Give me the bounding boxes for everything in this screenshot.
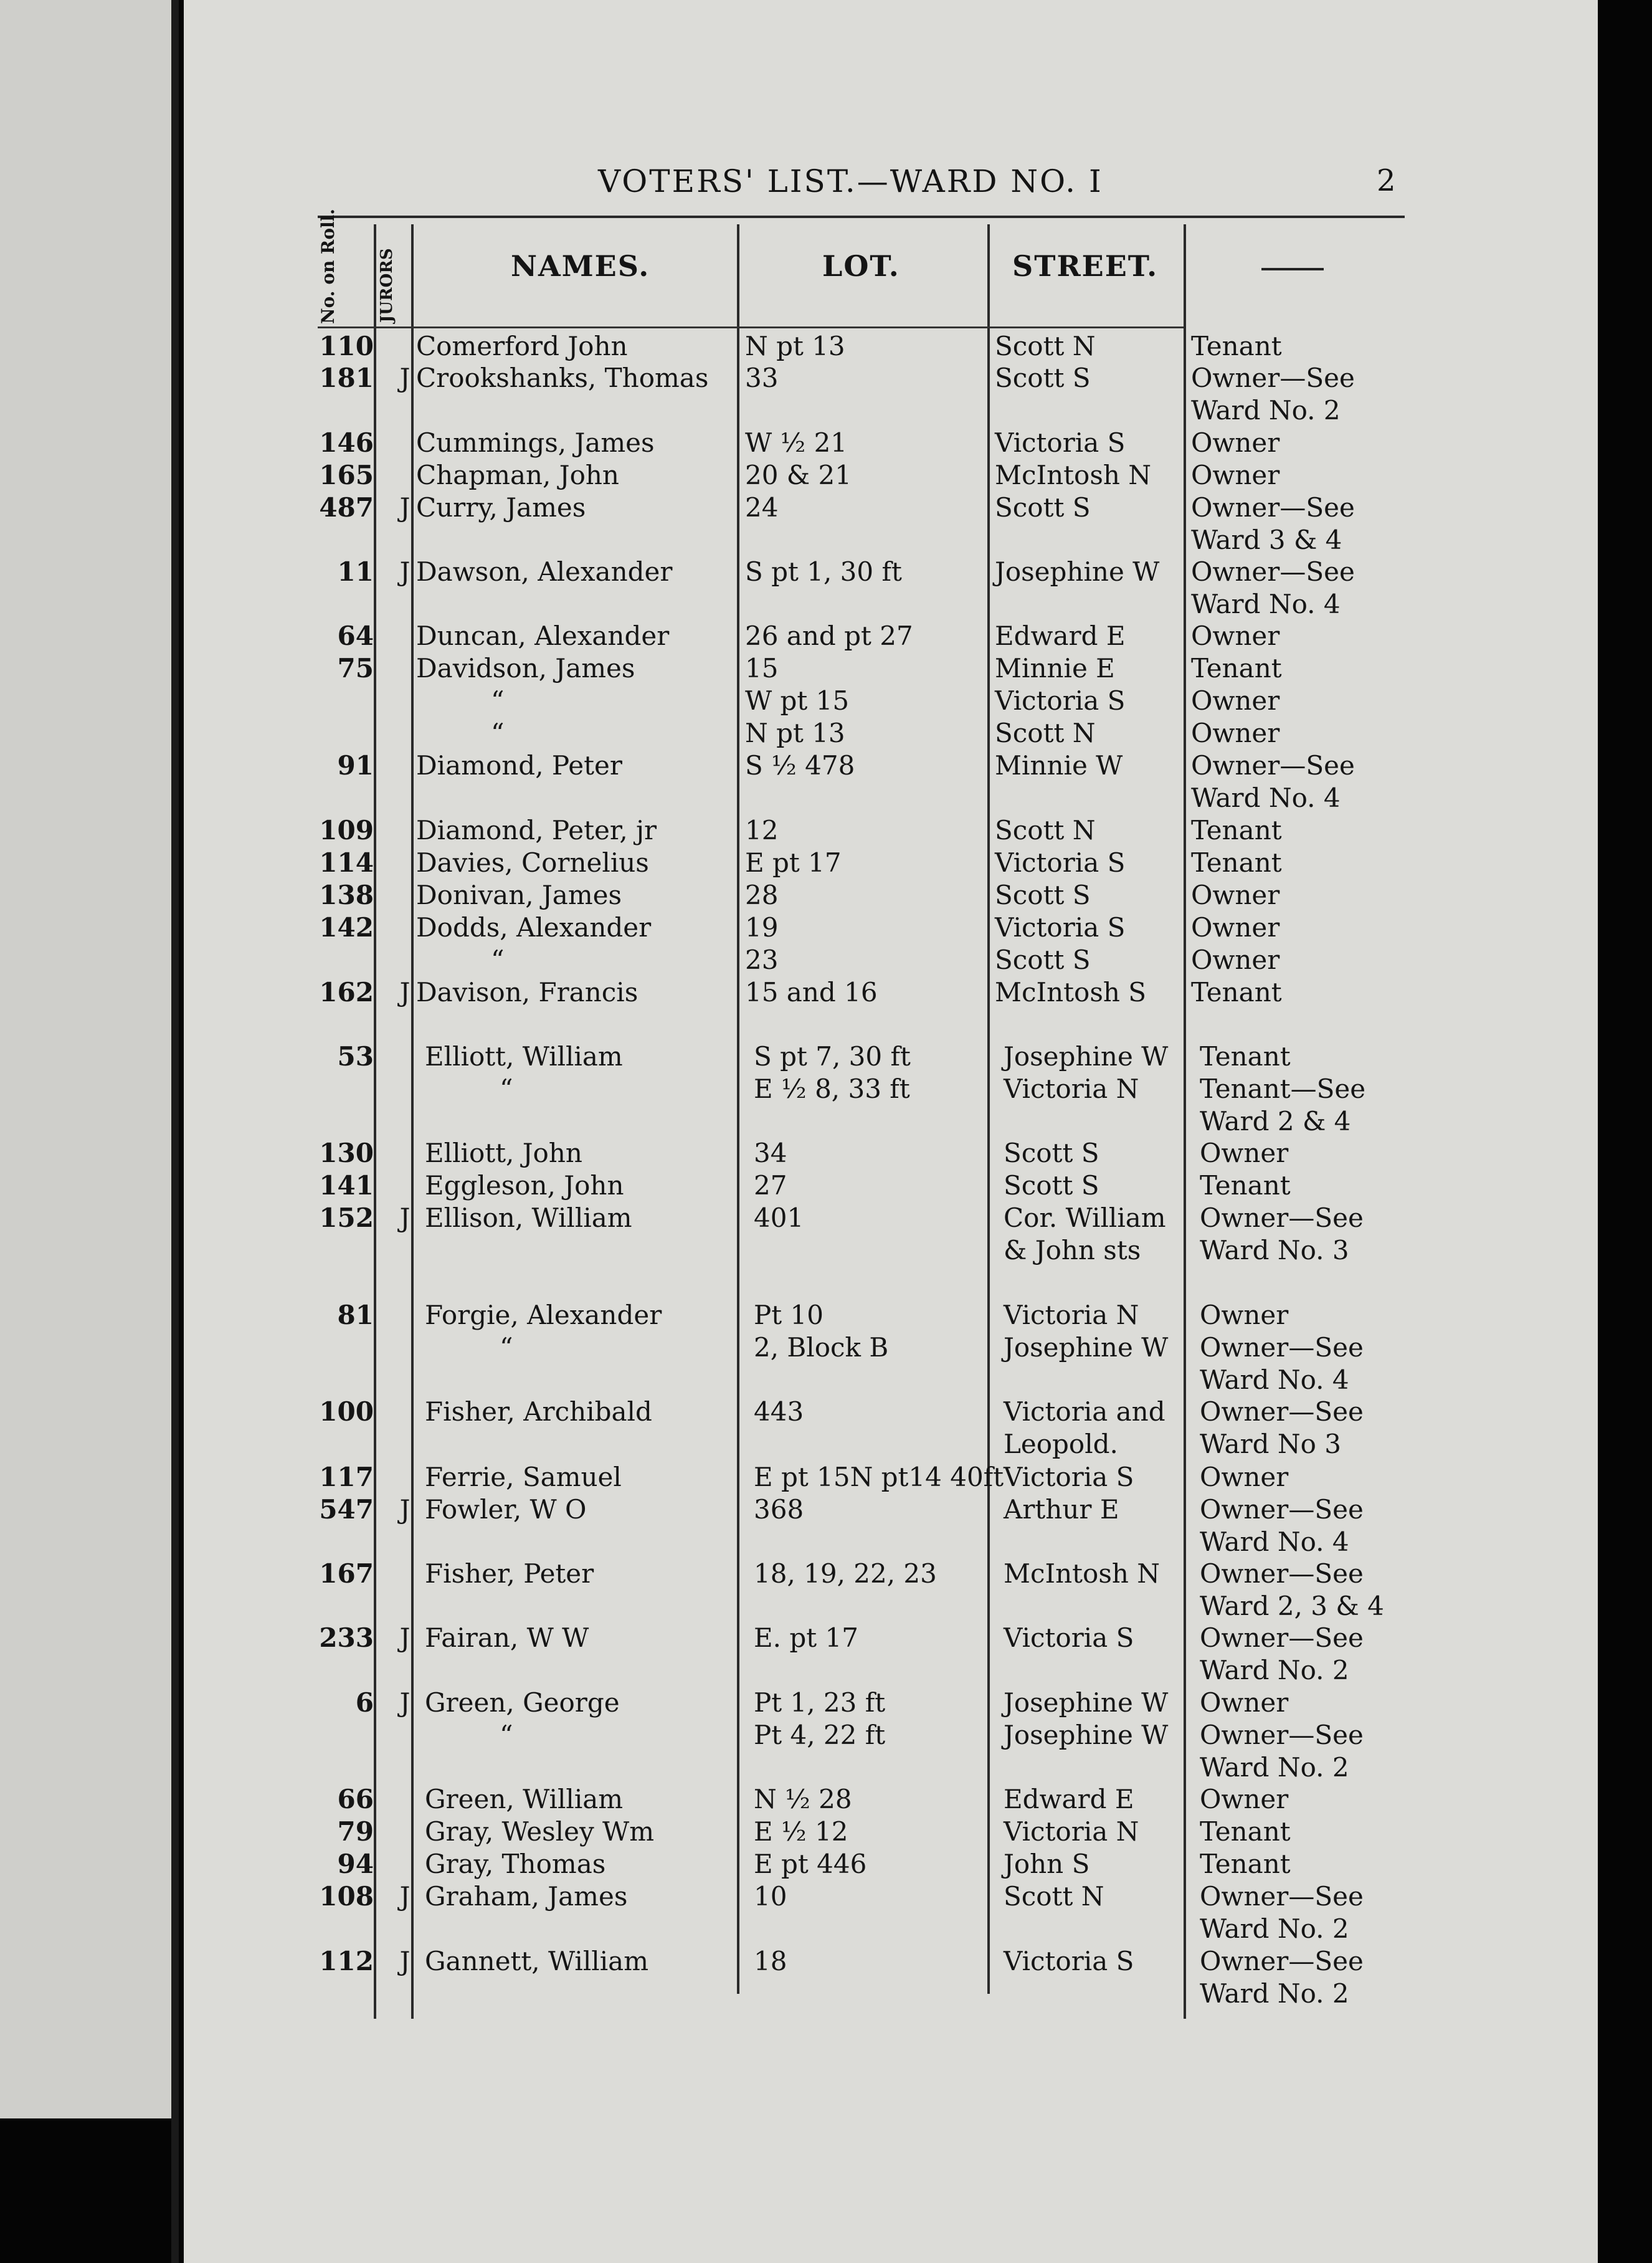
- lot: Pt 1, 23 ft: [754, 1687, 886, 1718]
- juror-mark: J: [399, 1622, 411, 1653]
- lot: N pt 13: [745, 331, 845, 361]
- status-line-2: Ward No. 3: [1200, 1235, 1349, 1265]
- lot: 401: [754, 1203, 804, 1233]
- status: Tenant: [1191, 847, 1282, 878]
- voter-name: “: [500, 1332, 513, 1363]
- roll-number: 66: [337, 1784, 374, 1814]
- status: Owner—See: [1191, 363, 1355, 393]
- street: Victoria S: [995, 427, 1126, 458]
- status-line-2: Ward No. 4: [1200, 1527, 1349, 1557]
- status: Owner—See: [1191, 492, 1355, 523]
- street: Josephine W: [1004, 1332, 1169, 1363]
- lot: Pt 4, 22 ft: [754, 1720, 886, 1750]
- lot: 34: [754, 1138, 787, 1168]
- column-divider-roll: [374, 224, 376, 2019]
- column-head-jurors: JURORS: [377, 248, 396, 323]
- status: Tenant: [1191, 331, 1282, 361]
- street-line-2: & John sts: [1004, 1235, 1141, 1265]
- street: Victoria S: [995, 847, 1126, 878]
- roll-number: 181: [319, 363, 374, 393]
- status-line-2: Ward No. 2: [1200, 1655, 1349, 1685]
- page-title: VOTERS' LIST.—WARD NO. I: [598, 163, 1103, 199]
- street: Scott S: [995, 945, 1091, 975]
- street: Minnie W: [995, 750, 1123, 781]
- status: Owner: [1200, 1138, 1289, 1168]
- status-line-2: Ward No. 4: [1191, 783, 1341, 813]
- status: Tenant: [1191, 653, 1282, 684]
- juror-mark: J: [399, 1203, 411, 1233]
- lot: E pt 17: [745, 847, 842, 878]
- lot: 33: [745, 363, 779, 393]
- roll-number: 6: [355, 1687, 374, 1718]
- lot: 15: [745, 653, 779, 684]
- status: Owner—See: [1200, 1494, 1364, 1525]
- voter-name: Diamond, Peter: [416, 750, 622, 781]
- street: McIntosh N: [995, 460, 1152, 490]
- voter-name: Comerford John: [416, 331, 628, 361]
- column-divider-jurors: [411, 224, 414, 2019]
- status: Owner—See: [1200, 1622, 1364, 1653]
- street: Scott N: [1004, 1881, 1104, 1912]
- status: Owner: [1191, 880, 1280, 910]
- book-spine: [171, 0, 179, 2263]
- status: Owner—See: [1191, 556, 1355, 587]
- voter-name: Davidson, James: [416, 653, 635, 684]
- status: Tenant: [1200, 1849, 1291, 1879]
- voter-name: Fairan, W W: [425, 1622, 589, 1653]
- column-head-status: [1261, 268, 1324, 270]
- voter-name: Crookshanks, Thomas: [416, 363, 709, 393]
- street: Arthur E: [1004, 1494, 1119, 1525]
- status: Tenant—See: [1200, 1074, 1366, 1104]
- roll-number: 162: [319, 977, 374, 1008]
- voter-name: Green, William: [425, 1784, 624, 1814]
- voter-name: Ferrie, Samuel: [425, 1462, 622, 1492]
- street: Scott N: [995, 718, 1096, 748]
- lot: E pt 446: [754, 1849, 867, 1879]
- voter-name: Donivan, James: [416, 880, 622, 910]
- status: Tenant: [1200, 1041, 1291, 1072]
- voter-name: Davison, Francis: [416, 977, 638, 1008]
- roll-number: 110: [319, 331, 374, 361]
- roll-number: 233: [319, 1622, 374, 1653]
- street: Scott S: [995, 363, 1091, 393]
- status: Owner: [1191, 460, 1280, 490]
- lot: 2, Block B: [754, 1332, 889, 1363]
- juror-mark: J: [399, 1687, 411, 1718]
- street: Victoria N: [1004, 1816, 1139, 1847]
- roll-number: 81: [337, 1300, 374, 1330]
- roll-number: 79: [337, 1816, 374, 1847]
- roll-number: 94: [337, 1849, 374, 1879]
- status: Owner: [1191, 621, 1280, 651]
- street: Josephine W: [995, 556, 1160, 587]
- status: Owner: [1200, 1784, 1289, 1814]
- roll-number: 91: [337, 750, 374, 781]
- street: Victoria N: [1004, 1074, 1139, 1104]
- status-line-2: Ward No. 2: [1200, 1913, 1349, 1944]
- status: Owner: [1191, 945, 1280, 975]
- lot: 28: [745, 880, 779, 910]
- status: Owner: [1200, 1462, 1289, 1492]
- status: Owner: [1191, 718, 1280, 748]
- street: Edward E: [995, 621, 1126, 651]
- lot: 10: [754, 1881, 787, 1912]
- juror-mark: J: [399, 363, 411, 393]
- street: Victoria S: [995, 912, 1126, 943]
- lot: E pt 15N pt14 40ft: [754, 1462, 1004, 1492]
- status: Tenant: [1191, 977, 1282, 1008]
- roll-number: 138: [319, 880, 374, 910]
- juror-mark: J: [399, 977, 411, 1008]
- street-line-2: Leopold.: [1004, 1429, 1118, 1459]
- voter-name: Eggleson, John: [425, 1170, 624, 1201]
- lot: 24: [745, 492, 779, 523]
- street: Victoria S: [1004, 1946, 1134, 1976]
- lot: 12: [745, 815, 779, 846]
- roll-number: 108: [319, 1881, 374, 1912]
- status: Owner—See: [1200, 1332, 1364, 1363]
- lot: S ½ 478: [745, 750, 855, 781]
- status: Owner—See: [1200, 1396, 1364, 1427]
- street: Minnie E: [995, 653, 1115, 684]
- roll-number: 100: [319, 1396, 374, 1427]
- header-rule: [318, 216, 1405, 218]
- voter-name: Dawson, Alexander: [416, 556, 673, 587]
- status-line-2: Ward No. 4: [1200, 1365, 1349, 1395]
- voter-name: Gannett, William: [425, 1946, 649, 1976]
- roll-number: 547: [319, 1494, 374, 1525]
- roll-number: 11: [337, 556, 374, 587]
- lot: 23: [745, 945, 779, 975]
- status: Owner: [1191, 912, 1280, 943]
- status-line-2: Ward 3 & 4: [1191, 525, 1342, 555]
- voter-name: Gray, Thomas: [425, 1849, 606, 1879]
- lot: E ½ 8, 33 ft: [754, 1074, 910, 1104]
- street: Victoria and: [1004, 1396, 1165, 1427]
- roll-number: 142: [319, 912, 374, 943]
- lot: N ½ 28: [754, 1784, 852, 1814]
- roll-number: 141: [319, 1170, 374, 1201]
- status-line-2: Ward No 3: [1200, 1429, 1341, 1459]
- voter-name: Elliott, William: [425, 1041, 623, 1072]
- column-divider-lot: [987, 224, 990, 1994]
- voter-name: “: [500, 1074, 513, 1104]
- lot: N pt 13: [745, 718, 845, 748]
- status-line-2: Ward No. 2: [1191, 395, 1341, 426]
- status: Owner—See: [1191, 750, 1355, 781]
- voter-name: Diamond, Peter, jr: [416, 815, 657, 846]
- voter-name: Elliott, John: [425, 1138, 582, 1168]
- lot: W pt 15: [745, 685, 850, 716]
- voter-name: Fisher, Archibald: [425, 1396, 652, 1427]
- voter-name: Duncan, Alexander: [416, 621, 670, 651]
- column-head-roll: No. on Roll.: [318, 208, 338, 324]
- voter-name: Cummings, James: [416, 427, 655, 458]
- juror-mark: J: [399, 1946, 411, 1976]
- street: Josephine W: [1004, 1041, 1169, 1072]
- roll-number: 167: [319, 1558, 374, 1589]
- roll-number: 146: [319, 427, 374, 458]
- page-number: 2: [1377, 163, 1396, 198]
- street: Victoria N: [1004, 1300, 1139, 1330]
- page: [184, 0, 1598, 2263]
- status: Owner: [1191, 685, 1280, 716]
- status: Owner: [1200, 1687, 1289, 1718]
- voter-name: Fowler, W O: [425, 1494, 587, 1525]
- lot: 19: [745, 912, 779, 943]
- status: Owner—See: [1200, 1720, 1364, 1750]
- lot: 20 & 21: [745, 460, 852, 490]
- roll-number: 112: [319, 1946, 374, 1976]
- voter-name: Davies, Cornelius: [416, 847, 649, 878]
- column-divider-names: [737, 224, 739, 1994]
- street: Victoria S: [995, 685, 1126, 716]
- status: Owner: [1191, 427, 1280, 458]
- status: Tenant: [1200, 1170, 1291, 1201]
- street: Scott S: [1004, 1170, 1099, 1201]
- street: Cor. William: [1004, 1203, 1166, 1233]
- street: Josephine W: [1004, 1720, 1169, 1750]
- voter-name: Green, George: [425, 1687, 620, 1718]
- street: Josephine W: [1004, 1687, 1169, 1718]
- voter-name: “: [491, 685, 505, 716]
- roll-number: 130: [319, 1138, 374, 1168]
- lot: S pt 1, 30 ft: [745, 556, 902, 587]
- voter-name: “: [491, 945, 505, 975]
- street: Victoria S: [1004, 1462, 1134, 1492]
- roll-number: 487: [319, 492, 374, 523]
- status: Owner: [1200, 1300, 1289, 1330]
- voter-name: Gray, Wesley Wm: [425, 1816, 655, 1847]
- roll-number: 152: [319, 1203, 374, 1233]
- roll-number: 114: [319, 847, 374, 878]
- lot: 443: [754, 1396, 804, 1427]
- lot: 18, 19, 22, 23: [754, 1558, 937, 1589]
- lot: 26 and pt 27: [745, 621, 913, 651]
- status-line-2: Ward No. 2: [1200, 1752, 1349, 1783]
- voter-name: Graham, James: [425, 1881, 628, 1912]
- status-line-2: Ward No. 4: [1191, 589, 1341, 619]
- lot: 18: [754, 1946, 787, 1976]
- juror-mark: J: [399, 1494, 411, 1525]
- street: Scott S: [995, 492, 1091, 523]
- column-head-names: NAMES.: [511, 249, 650, 283]
- status-line-2: Ward 2, 3 & 4: [1200, 1591, 1384, 1621]
- street: Scott N: [995, 815, 1096, 846]
- lot: 15 and 16: [745, 977, 878, 1008]
- column-head-lot: LOT.: [822, 249, 900, 283]
- voter-name: Ellison, William: [425, 1203, 632, 1233]
- lot: W ½ 21: [745, 427, 848, 458]
- street: McIntosh N: [1004, 1558, 1161, 1589]
- roll-number: 109: [319, 815, 374, 846]
- lot: 27: [754, 1170, 787, 1201]
- lot: E ½ 12: [754, 1816, 848, 1847]
- scan-border: [1598, 0, 1652, 2263]
- status: Tenant: [1200, 1816, 1291, 1847]
- column-head-street: STREET.: [1012, 249, 1159, 283]
- roll-number: 117: [319, 1462, 374, 1492]
- status: Tenant: [1191, 815, 1282, 846]
- juror-mark: J: [399, 1881, 411, 1912]
- status-line-2: Ward 2 & 4: [1200, 1106, 1351, 1136]
- column-divider-street: [1184, 224, 1186, 2019]
- voter-name: “: [491, 718, 505, 748]
- street: John S: [1004, 1849, 1090, 1879]
- status: Owner—See: [1200, 1203, 1364, 1233]
- voter-name: Dodds, Alexander: [416, 912, 652, 943]
- roll-number: 75: [337, 653, 374, 684]
- previous-page-edge: [0, 0, 171, 2118]
- street: Edward E: [1004, 1784, 1134, 1814]
- street: Scott N: [995, 331, 1096, 361]
- lot: 368: [754, 1494, 804, 1525]
- street: Scott S: [1004, 1138, 1099, 1168]
- street: Victoria S: [1004, 1622, 1134, 1653]
- roll-number: 64: [337, 621, 374, 651]
- voter-name: Forgie, Alexander: [425, 1300, 662, 1330]
- status-line-2: Ward No. 2: [1200, 1978, 1349, 2009]
- voter-name: Chapman, John: [416, 460, 619, 490]
- roll-number: 165: [319, 460, 374, 490]
- juror-mark: J: [399, 556, 411, 587]
- lot: Pt 10: [754, 1300, 824, 1330]
- status: Owner—See: [1200, 1881, 1364, 1912]
- lot: E. pt 17: [754, 1622, 858, 1653]
- street: McIntosh S: [995, 977, 1147, 1008]
- voter-name: Fisher, Peter: [425, 1558, 594, 1589]
- voter-name: “: [500, 1720, 513, 1750]
- voter-name: Curry, James: [416, 492, 586, 523]
- status: Owner—See: [1200, 1558, 1364, 1589]
- street: Scott S: [995, 880, 1091, 910]
- lot: S pt 7, 30 ft: [754, 1041, 911, 1072]
- juror-mark: J: [399, 492, 411, 523]
- roll-number: 53: [337, 1041, 374, 1072]
- column-head-rule: [318, 326, 1184, 328]
- status: Owner—See: [1200, 1946, 1364, 1976]
